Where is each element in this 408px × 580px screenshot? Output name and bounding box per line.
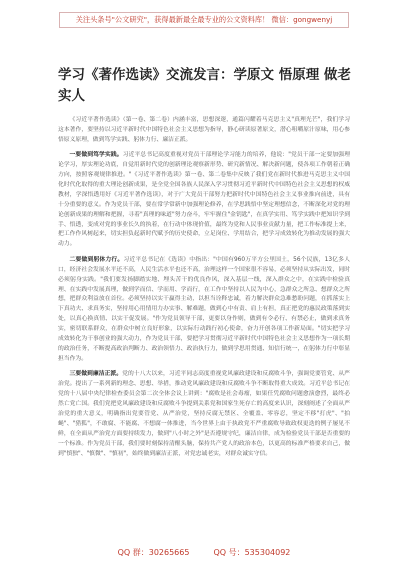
section-heading: 一要做到笃学实践。 xyxy=(69,152,123,159)
qq-group-text: QQ 群：30265665 xyxy=(117,548,190,557)
section-heading: 二要做到躬体力行。 xyxy=(69,256,124,263)
footer-contacts xyxy=(0,547,408,561)
section-text: 党的十八大以来，习近平同志高度重视党风廉政建设和反腐败斗争，强调党要管党、从严治党。提出了一系列新的理念、思想、举措，推动党风廉政建设和反腐败斗争不断取得重大成效。习近平总书记在党的十八届中央纪律检查委员会第二次全体会议上讲到："腐败是社会毒瘤，如果任凭腐败问题愈演愈烈，最终必然亡党亡国。我们党把党风廉政建设和反腐败斗争提到关系党和国家生死存亡的高度来认识，深刻阐述了全面从严治党的重大意义，明确指出党要管党、从严治党，坚持反腐无禁区、全覆盖、零容忍，坚定不移"打虎"、"拍蝇"、"猎狐"，不敢腐、不能腐、不想腐一体推进，当今世界上由于执政党不严重腐败导致政权更迭的例子屡见不鲜，在全面从严治党方面要持续发力，做到"八小时之外"是否遵规守纪，廉洁自律，成为检验党员干部是否重要的一个标准。作为党员干部，我们要时刻保持清醒头脑，保持共产党人的政治本色，以更高的标准严格要求自己，做到"慎独"、"慎微"、"慎初"，始终做到廉洁正派，对党忠诚老实，对群众诚实守信。 xyxy=(58,371,350,457)
section-paragraph-3 xyxy=(58,370,350,459)
section-text: 习近平总书记高度重视对党员干部理论学习能力的培养，他说："党员干部一定要加强理论学习，厚实理论功底，自觉用新时代党的创新理论观察新形势、研究新情况、解决新问题，使各项工作朝着正确方向，按照客观规律推进。"《习近平著作选读》第一卷、第二卷集中反映了我们党在新时代推进马克思主义中国化时代化取得的重大理论创新成果，是全党全国各族人民深入学习贯彻习近平新时代中国特色社会主义思想的权威教材，学深悟透用好《习近平著作选读》，对于广大党员干部努力把新时代中国特色社会主义事业推向前进，具有十分重要的意义。作为党员干部，要在常学常新中加强理论修养，在学思践悟中坚定理想信念，不断深化对党的理论创新成果的理解和把握，寻着"真理的味道"努力奋斗，牢牢握住"金钥匙"，在真学实用、笃学实践中把知识学到手、悟透，变成对党的事业长久的执着，在行动中体现价值，最终为党和人民事业贡献力量，把工作标准提上来，把工作作风树起来，切实担负起新时代赋予的历史使命，立足岗位、学用结合，把学习成效转化为推动发展的强大动力。 xyxy=(58,152,350,248)
qq-number-text: QQ 号：535304092 xyxy=(213,548,291,557)
promo-banner: 关注头条号"公文研究"，获得最新最全最专业的公文资料库！ 微信：gongwenyj xyxy=(59,12,349,28)
page-title: 学习《著作选读》交流发言：学原文 悟原理 做老实人 xyxy=(58,67,351,104)
section-text: 习近平总书记在《选读》中指出："中国有960万平方公里国土，56个民族，13亿多人口，经济社会发展水平还不高，人民生活水平也还不高，治理这样一个国家很不容易，必须坚持从实际出发，同时必须躬身实践。"我们要发扬脚踏实地、埋头苦干的优良作风，深入基层一线，深入群众之中，在实践中检验真理、在实践中发展真理，做到学而信、学而用、学而行，在工作中坚持以人民为中心，急群众之所急、想群众之所想，把群众利益放在首位。必须坚持以实干赢得主动，以担当诠释忠诚，着力解决群众急难愁盼问题，在抓落实上下真功夫、求真务实，坚持用心用情用力办实事、解难题，做到心中有责、肩上有担，真正把党的惠民政策落到实处，以真心换真情、以实干促发展。"作为党员领导干部，更要以身作则，做到有令必行、有禁必止，做到求真务实，密切联系群众，在群众中树立良好形象，以实际行动践行初心使命，奋力开创各项工作新局面。"切实把学习成效转化为干事创业的强大动力，作为党员干部，要把学习贯彻习近平新时代中国特色社会主义思想作为一项长期的政治任务，不断提高政治判断力、政治领悟力、政治执行力，做到学思用贯通、知信行统一，在躬体力行中彰显担当作为。 xyxy=(58,256,350,362)
section-paragraph-1 xyxy=(58,151,350,250)
section-heading: 三要做到廉洁正派。 xyxy=(69,371,123,378)
section-paragraph-2 xyxy=(58,256,350,365)
intro-paragraph: 《习近平著作选读》（第一卷、第二卷）内涵丰富，思想深邃，通篇闪耀着马克思主义"真理光芒"，我们学习这本著作，要坚持以习近平新时代中国特色社会主义思想为指导，静心研读原著原文，潜心咀嚼原汁原味，用心参悟原义原理，做到笃学实践、躬体力行、廉洁正派。 xyxy=(58,117,350,143)
article-body xyxy=(58,116,350,540)
